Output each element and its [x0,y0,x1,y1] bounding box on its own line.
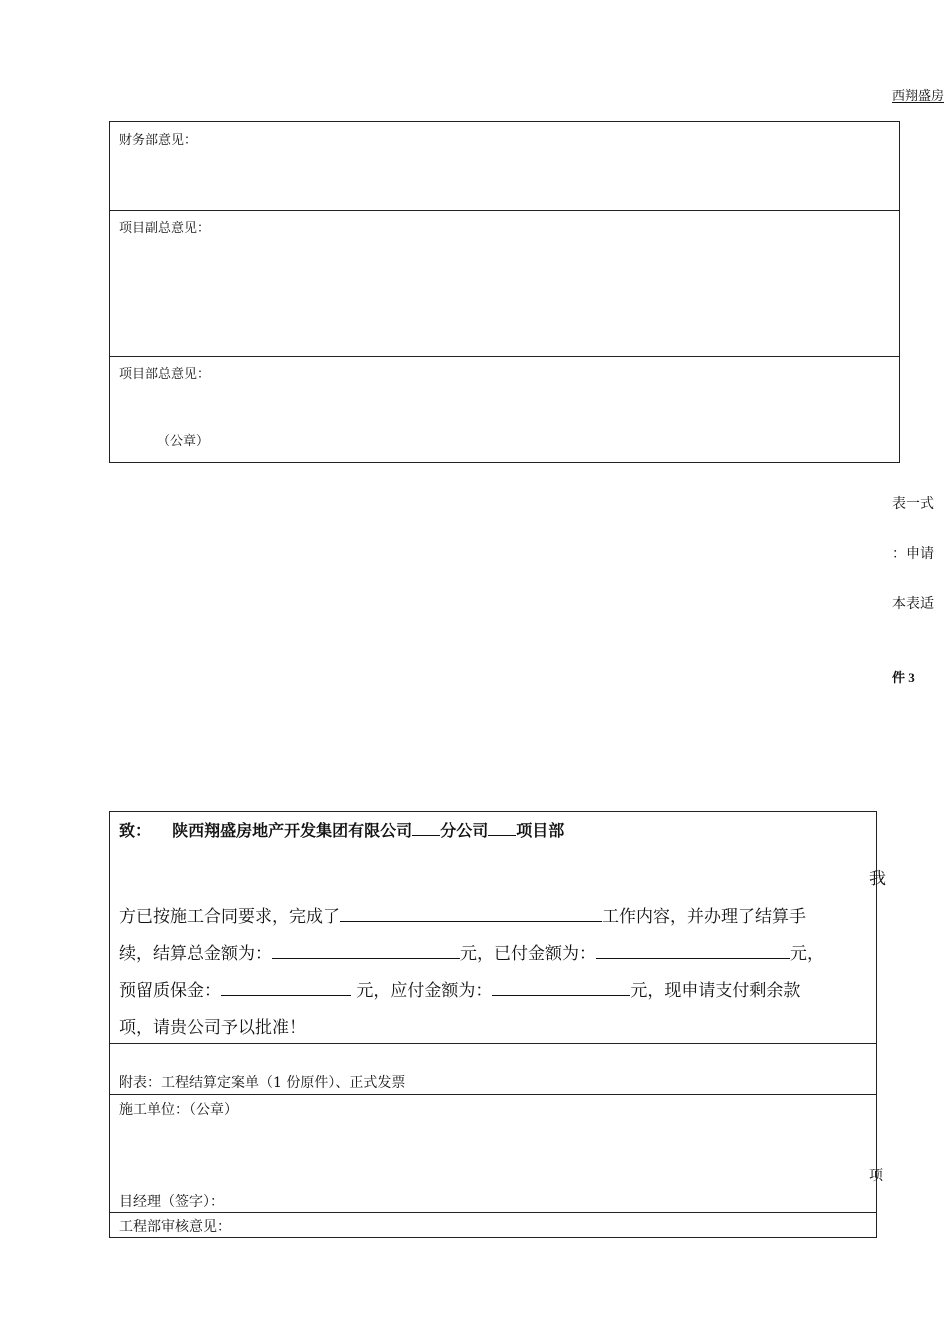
engineering-review-label: 工程部审核意见： [119,1219,231,1235]
attachment-row [110,1044,876,1095]
header-company-fragment: 西翔盛房 [892,89,945,104]
pm-first-char: 项 [869,1168,883,1184]
paid-amount-blank [596,958,790,959]
line1-text-b: 工作内容，并办理了结算手 [602,907,806,927]
vice-gm-opinion-label: 项目副总意见： [119,221,211,236]
line3-text-b: 元，应付金额为： [351,981,493,1001]
body-first-char: 我 [869,869,886,889]
project-suffix: 项目部 [516,821,565,840]
project-gm-opinion-row [110,357,899,462]
line3-text-a: 预留质保金： [119,981,221,1001]
body-line-4: 项，请贵公司予以批准！ [119,1018,306,1038]
branch-blank [412,835,440,836]
addressee-line [119,818,564,841]
pm-signature-label: 目经理（签字）： [119,1194,224,1210]
attachment-note: 附表：工程结算定案单（1 份原件）、正式发票 [119,1075,406,1091]
line3-text-c: 元，现申请支付剩余款 [630,981,801,1001]
retention-blank [221,995,351,996]
copies-note: 表一式 [892,496,934,512]
approval-table [109,121,900,463]
finance-opinion-row [110,122,899,211]
seal-label: （公章） [157,434,210,449]
engineering-review-row [110,1213,876,1237]
finance-opinion-label: 财务部意见： [119,133,198,148]
to-label: 致： [119,821,152,840]
application-body-row [110,812,886,1044]
project-blank [488,835,516,836]
total-amount-blank [272,958,460,959]
payable-amount-blank [492,995,630,996]
work-content-blank [340,921,602,922]
line1-text-a: 方已按施工合同要求，完成了 [119,907,340,927]
contractor-label: 施工单位：（公章） [119,1102,238,1118]
branch-suffix: 分公司 [440,821,489,840]
to-company: 陕西翔盛房地产开发集团有限公司 [172,821,413,840]
line2-text-b: 元，已付金额为： [460,944,596,964]
project-gm-opinion-label: 项目部总意见： [119,367,211,382]
attachment-number: 件 3 [892,670,915,685]
payment-application-form [109,811,886,1238]
vice-gm-opinion-row [110,211,899,357]
body-line-2 [119,939,824,964]
body-line-1 [119,902,806,927]
contractor-row [110,1095,883,1213]
body-line-3 [119,976,800,1001]
line2-text-c: 元， [790,944,824,964]
applicable-note: 本表适 [892,596,934,612]
applicant-note: ：申请 [892,546,934,562]
line2-text-a: 续，结算总金额为： [119,944,272,964]
